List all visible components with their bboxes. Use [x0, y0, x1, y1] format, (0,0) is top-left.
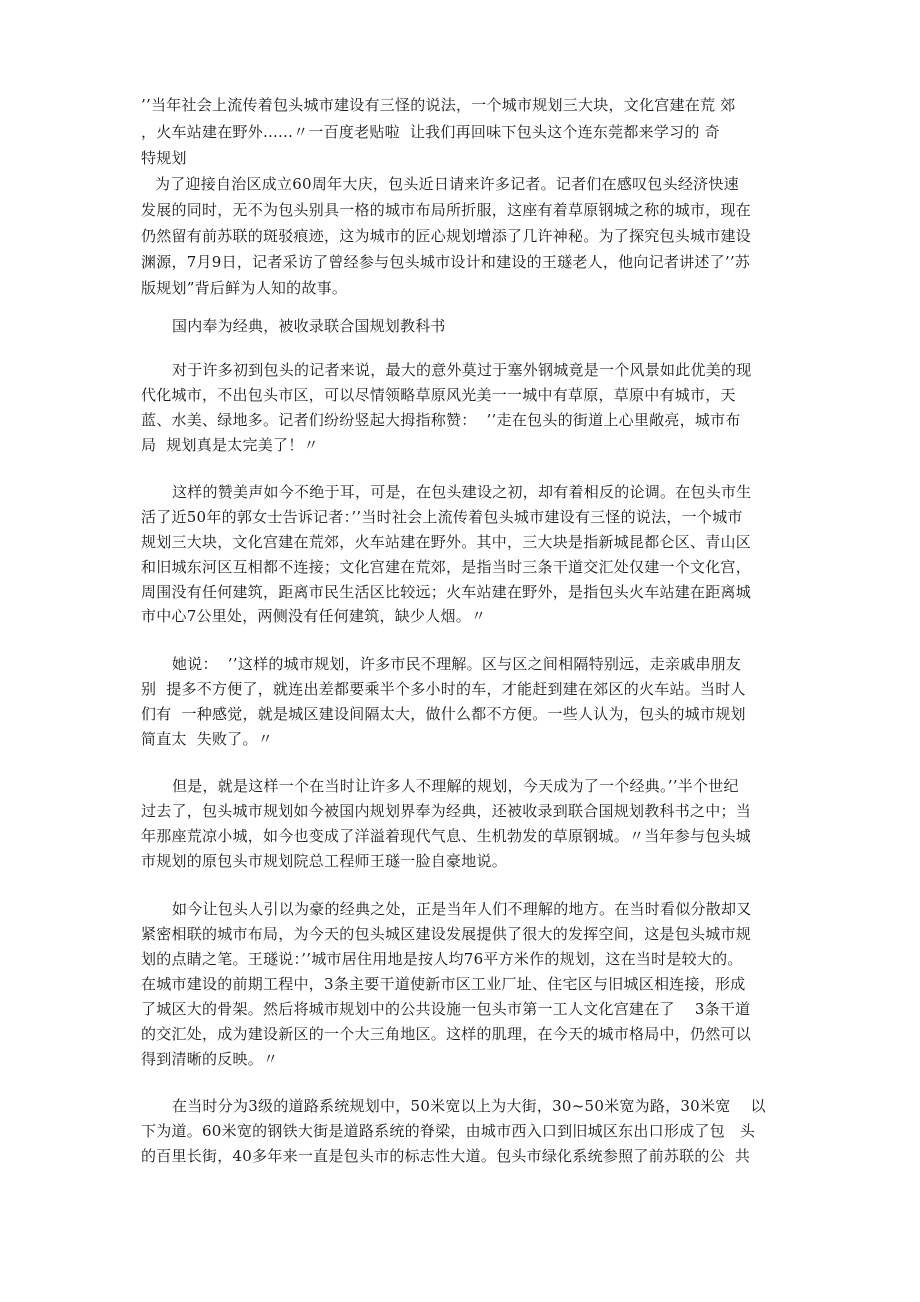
text-line: 简直太 失败了。〃 [141, 730, 274, 748]
text-line: 的交汇处，成为建设新区的一个大三角地区。这样的肌理，在今天的城市格局中，仍然可以 [141, 1025, 752, 1043]
text-line: ’’当年社会上流传着包头城市建设有三怪的说法，一个城市规划三大块，文化宫建在荒 郊 [141, 96, 736, 114]
text-line: 发展的同时，无不为包头别具一格的城市布局所折服，这座有着草原钢城之称的城市，现在 [141, 201, 752, 219]
text-line: 这样的赞美声如今不绝于耳，可是，在包头建设之初，却有着相反的论调。在包头市生 [172, 483, 752, 501]
text-line: 渊源，7月9日，记者采访了曾经参与包头城市设计和建设的王璲老人，他向记者讲述了’’苏 [141, 253, 751, 271]
text-line: 但是，就是这样一个在当时让许多人不理解的规划，今天成为了一个经典。’’半个世纪 [172, 777, 739, 795]
text-line: 和旧城东河区互相都不连接；文化宫建在荒郊，是指当时三条干道交汇处仅建一个文化宫， [141, 558, 752, 576]
text-line: 蓝、水美、绿地多。记者们纷纷竖起大拇指称赞： ’’走在包头的街道上心里敞亮，城市布 [141, 411, 741, 429]
text-line: 在城市建设的前期工程中，3条主要干道使新市区工业厂址、住宅区与旧城区相连接，形成 [141, 975, 746, 993]
text-line: 仍然留有前苏联的斑驳痕迹，这为城市的匠心规划增添了几许神秘。为了探究包头城市建设 [141, 227, 752, 245]
text-line: 划的点睛之笔。王璲说：’’城市居住用地是按人均76平方米作的规划，这在当时是较大的。 [141, 950, 743, 968]
text-line: 别 提多不方便了，就连出差都要乘半个多小时的车，才能赶到建在郊区的火车站。当时人 [141, 680, 746, 698]
text-line: 过去了，包头城市规划如今被国内规划界奉为经典，还被收录到联合国规划教科书之中；当 [141, 802, 752, 820]
text-line: 年那座荒凉小城，如今也变成了洋溢着现代气息、生机勃发的草原钢城。〃当年参与包头城 [141, 827, 752, 845]
text-line: 了城区大的骨架。然后将城市规划中的公共设施一包头市第一工人文化宫建在了 3条干道 [141, 1000, 751, 1018]
text-line: 特规划 [141, 149, 187, 167]
text-line: 局 规划真是太完美了！〃 [141, 436, 319, 454]
text-line: 她说： ’’这样的城市规划，许多市民不理解。区与区之间相隔特别远，走亲戚串朋友 [172, 655, 742, 673]
text-line: 得到清晰的反映。〃 [141, 1050, 279, 1068]
text-line: 版规划”背后鲜为人知的故事。 [141, 279, 348, 297]
text-line: 的百里长街，40多年来一直是包头市的标志性大道。包头市绿化系统参照了前苏联的公 共 [141, 1147, 751, 1165]
text-line: 规划三大块，文化宫建在荒郊，火车站建在野外。其中，三大块是指新城昆都仑区、青山区 [141, 533, 752, 551]
text-line: 为了迎接自治区成立60周年大庆，包头近日请来许多记者。记者们在感叹包头经济快速 [155, 175, 739, 193]
text-line: 在当时分为3级的道路系统规划中，50米宽以上为大街，30~50米宽为路，30米宽 以 [172, 1097, 766, 1115]
text-line: 代化城市，不出包头市区，可以尽情领略草原风光美一一城中有草原，草原中有城市，天 [141, 386, 736, 404]
text-line: 紧密相联的城市布局，为今天的包头城区建设发展提供了很大的发挥空间，这是包头城市规 [141, 925, 752, 943]
text-line: ，火车站建在野外......〃一百度老贴啦 让我们再回味下包头这个连东莞都来学习的 奇 [141, 123, 720, 141]
text-line: 周围没有任何建筑，距离市民生活区比较远；火车站建在野外，是指包头火车站建在距离城 [141, 583, 752, 601]
heading-line: 国内奉为经典，被收录联合国规划教科书 [172, 317, 446, 335]
text-line: 如今让包头人引以为豪的经典之处，正是当年人们不理解的地方。在当时看似分散却又 [172, 900, 752, 918]
text-line: 市规划的原包头市规划院总工程师王璲一脸自豪地说。 [141, 852, 508, 870]
text-line: 对于许多初到包头的记者来说，最大的意外莫过于塞外钢城竟是一个风景如此优美的现 [172, 361, 752, 379]
text-line: 下为道。60米宽的钢铁大街是道路系统的脊梁，由城市西入口到旧城区东出口形成了包 头 [141, 1122, 756, 1140]
text-line: 们有 一种感觉，就是城区建设间隔太大，做什么都不方便。一些人认为，包头的城市规划 [141, 705, 746, 723]
text-line: 活了近50年的郭女士告诉记者：’’当时社会上流传着包头城市建设有三怪的说法，一个城市 [141, 508, 743, 526]
text-line: 市中心7公里处，两侧没有任何建筑，缺少人烟。〃 [141, 607, 487, 625]
